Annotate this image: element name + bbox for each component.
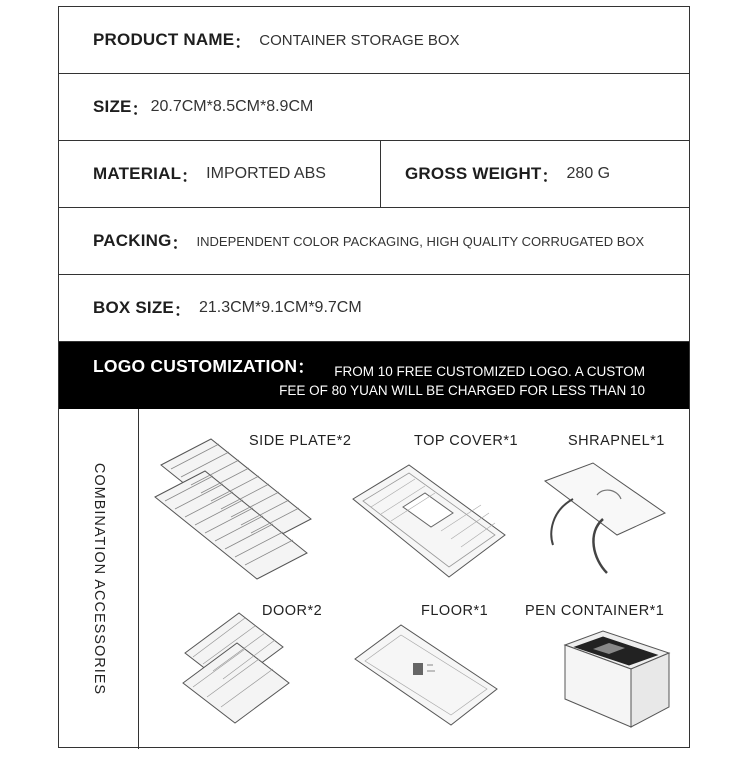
material-cell bbox=[59, 141, 381, 207]
size-value: 20.7CM*8.5CM*8.9CM bbox=[150, 98, 314, 115]
product-name-label: PRODUCT NAME bbox=[93, 30, 235, 49]
door-illustration bbox=[179, 607, 309, 732]
accessory-label-pen-container: PEN CONTAINER*1 bbox=[525, 603, 665, 619]
accessory-label-top-cover: TOP COVER*1 bbox=[414, 433, 519, 449]
packing-label: PACKING bbox=[93, 231, 172, 250]
accessory-label-door: DOOR*2 bbox=[262, 603, 323, 619]
accessory-label-shrapnel: SHRAPNEL*1 bbox=[568, 433, 665, 449]
product-name-row bbox=[59, 7, 689, 74]
floor-illustration bbox=[351, 619, 501, 729]
colon: ： bbox=[173, 300, 191, 320]
accessory-label-side-plate: SIDE PLATE*2 bbox=[249, 433, 352, 449]
packing-row bbox=[59, 208, 689, 275]
spec-sheet bbox=[58, 6, 690, 748]
logo-note bbox=[279, 362, 645, 400]
pen-container-illustration bbox=[559, 627, 674, 732]
colon: ： bbox=[171, 233, 189, 253]
logo-customization-banner bbox=[59, 342, 689, 409]
logo-note-line2: FEE OF 80 YUAN WILL BE CHARGED FOR LESS THAN 10 bbox=[279, 383, 645, 398]
box-size-row bbox=[59, 275, 689, 342]
accessories-side-header bbox=[59, 409, 139, 749]
side-plate-illustration bbox=[151, 435, 321, 595]
logo-note-line1: FROM 10 FREE CUSTOMIZED LOGO. A CUSTOM bbox=[334, 364, 645, 379]
gross-weight-value: 280 G bbox=[566, 165, 611, 182]
colon: ： bbox=[131, 99, 149, 119]
packing-value: INDEPENDENT COLOR PACKAGING, HIGH QUALITY CORRUGATED BOX bbox=[196, 233, 645, 249]
gross-weight-cell bbox=[381, 141, 610, 207]
accessory-label-floor: FLOOR*1 bbox=[421, 603, 489, 619]
material-value: IMPORTED ABS bbox=[206, 165, 326, 182]
box-size-label: BOX SIZE bbox=[93, 298, 174, 317]
box-size-value: 21.3CM*9.1CM*9.7CM bbox=[198, 299, 362, 316]
colon: ： bbox=[234, 32, 252, 52]
logo-label: LOGO CUSTOMIZATION bbox=[93, 356, 298, 376]
product-name-value: CONTAINER STORAGE BOX bbox=[259, 31, 460, 49]
material-label: MATERIAL bbox=[93, 164, 182, 183]
gross-weight-label: GROSS WEIGHT bbox=[405, 164, 542, 183]
colon: ： bbox=[541, 166, 559, 186]
top-cover-illustration bbox=[349, 459, 509, 584]
accessories-title: COMBINATION ACCESSORIES bbox=[91, 462, 107, 696]
colon: ： bbox=[297, 357, 315, 377]
size-label: SIZE bbox=[93, 97, 132, 116]
shrapnel-illustration bbox=[541, 459, 671, 579]
size-row bbox=[59, 74, 689, 141]
material-weight-row bbox=[59, 141, 689, 208]
colon: ： bbox=[181, 166, 199, 186]
